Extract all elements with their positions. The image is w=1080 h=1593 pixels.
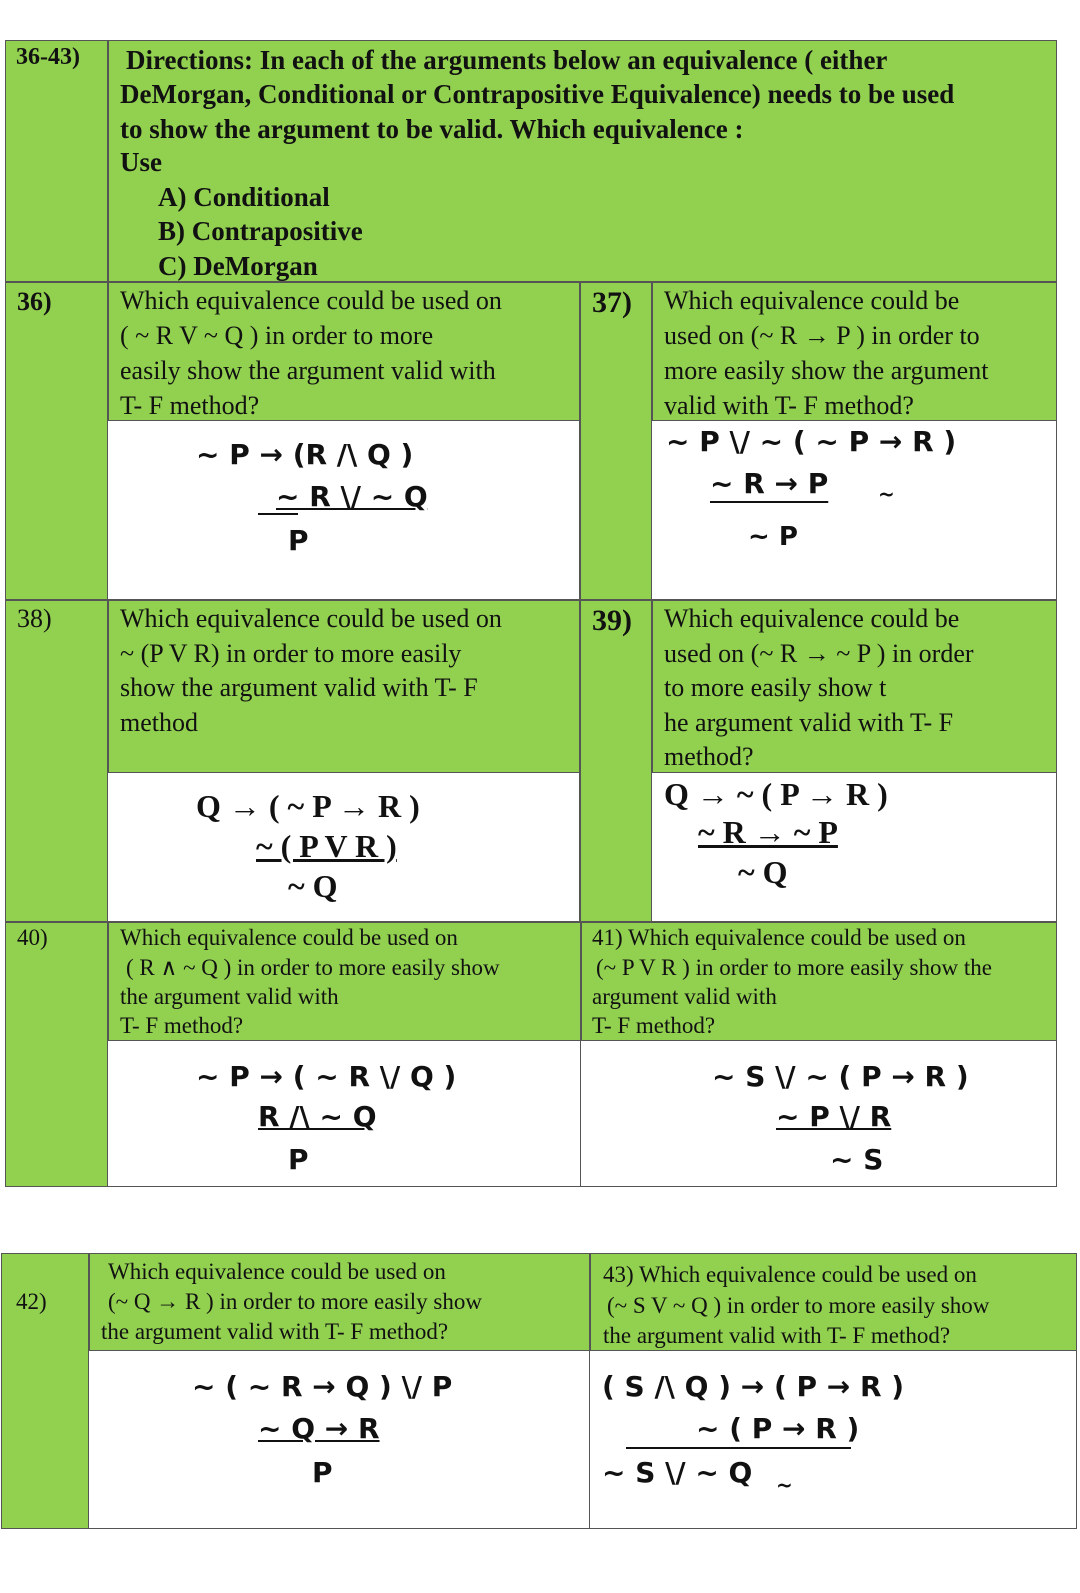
q37-number: 37) [592, 286, 632, 319]
q41-question-line: 41) Which equivalence could be used on [592, 925, 966, 950]
q37-premise-1: ~ P \/ ~ ( ~ P → R ) [666, 425, 957, 458]
q39-question-line: he argument valid with T- F [664, 708, 954, 737]
q42-question-line: (~ Q → R ) in order to more easily show [108, 1289, 482, 1314]
q36-question-line: ( ~ R V ~ Q ) in order to more [120, 321, 434, 350]
q39-question-line: method? [664, 742, 754, 771]
q37-question-line: used on (~ R → P ) in order to [664, 321, 980, 350]
q40-conclusion: P [288, 1143, 309, 1176]
q36-question-line: T- F method? [120, 391, 260, 420]
q41-question-line: (~ P V R ) in order to more easily show the [596, 955, 992, 980]
range-label: 36-43) [16, 44, 80, 70]
q43-premise-2: ~ ( P → R ) [696, 1412, 860, 1445]
q40-question-line: Which equivalence could be used on [120, 925, 458, 950]
q37-question-line: Which equivalence could be [664, 286, 960, 315]
q40-question-line: T- F method? [120, 1013, 244, 1038]
q40-premise-2: R /\ ~ Q [258, 1100, 377, 1133]
q43-premise-1: ( S /\ Q ) → ( P → R ) [602, 1370, 905, 1403]
q37-question-line: valid with T- F method? [664, 391, 914, 420]
q41-question-line: argument valid with [592, 984, 777, 1009]
q40-question-line: ( R ∧ ~ Q ) in order to more easily show [126, 955, 500, 980]
q38-premise-1: Q → ( ~ P → R ) [196, 788, 420, 824]
q39-conclusion: ~ Q [738, 854, 788, 890]
q42-premise-1: ~ ( ~ R → Q ) \/ P [192, 1370, 453, 1403]
q36-question-line: easily show the argument valid with [120, 356, 496, 385]
q43-question-line: the argument valid with T- F method? [603, 1323, 951, 1348]
q37-question-line: more easily show the argument [664, 356, 989, 385]
q36-underline-lead [258, 513, 298, 515]
q39-question-line: Which equivalence could be [664, 604, 960, 633]
q42-number: 42) [16, 1289, 47, 1314]
q41-premise-1: ~ S \/ ~ ( P → R ) [712, 1060, 969, 1093]
q38-question-line: show the argument valid with T- F [120, 673, 478, 702]
directions-line-2: DeMorgan, Conditional or Contrapositive Equivalence) needs to be used [120, 79, 955, 109]
q43-question-line: 43) Which equivalence could be used on [603, 1262, 977, 1287]
q39-number: 39) [592, 604, 632, 637]
q39-premise-2: ~ R → ~ P [698, 814, 838, 850]
q38-premise-2: ~ ( P V R ) [256, 828, 397, 864]
q36-premise-2: ~ R \/ ~ Q [276, 480, 428, 513]
q42-question-line: the argument valid with T- F method? [101, 1319, 449, 1344]
q39-premise-1: Q → ~ ( P → R ) [664, 776, 888, 812]
q36-premise-1: ~ P → (R /\ Q ) [196, 438, 414, 471]
q40-premise-1: ~ P → ( ~ R \/ Q ) [196, 1060, 457, 1093]
q36-conclusion: P [288, 524, 309, 557]
q36-question-line: Which equivalence could be used on [120, 286, 502, 315]
q39-question-line: used on (~ R → ~ P ) in order [664, 639, 974, 668]
q38-number: 38) [17, 604, 52, 633]
q40-number: 40) [17, 925, 48, 950]
q42-conclusion: P [312, 1456, 333, 1489]
q41-premise-2: ~ P \/ R [776, 1100, 892, 1133]
q37-premise-2: ~ R → P [710, 467, 829, 500]
q38-question-line: ~ (P V R) in order to more easily [120, 639, 462, 668]
option-b: B) Contrapositive [158, 216, 363, 246]
q42-question-line: Which equivalence could be used on [108, 1259, 446, 1284]
q38-question-line: Which equivalence could be used on [120, 604, 502, 633]
q38-question-line: method [120, 708, 198, 737]
q41-conclusion: ~ S [830, 1143, 884, 1176]
directions-line-4: Use [120, 147, 162, 177]
q37-conclusion: ~ P [748, 522, 798, 552]
q40-question-line: the argument valid with [120, 984, 339, 1009]
q37-stray-mark: ~ [878, 482, 895, 506]
directions-line-1: Directions: In each of the arguments below an equivalence ( either [126, 45, 888, 75]
q43-question-line: (~ S V ~ Q ) in order to more easily show [607, 1293, 990, 1318]
q41-question-line: T- F method? [592, 1013, 716, 1038]
q42-premise-2: ~ Q → R [258, 1412, 380, 1445]
q39-question-line: to more easily show t [664, 673, 887, 702]
q36-number: 36) [17, 287, 52, 316]
option-c: C) DeMorgan [158, 251, 318, 281]
q43-conclusion: ~ S \/ ~ Q [602, 1456, 753, 1489]
directions-line-3: to show the argument to be valid. Which equivalence : [120, 114, 744, 144]
q38-conclusion: ~ Q [288, 868, 338, 904]
option-a: A) Conditional [158, 182, 330, 212]
q43-stray-mark: ~ [776, 1473, 793, 1497]
column-divider [107, 40, 109, 1187]
q43-conclusion-line [626, 1447, 851, 1449]
